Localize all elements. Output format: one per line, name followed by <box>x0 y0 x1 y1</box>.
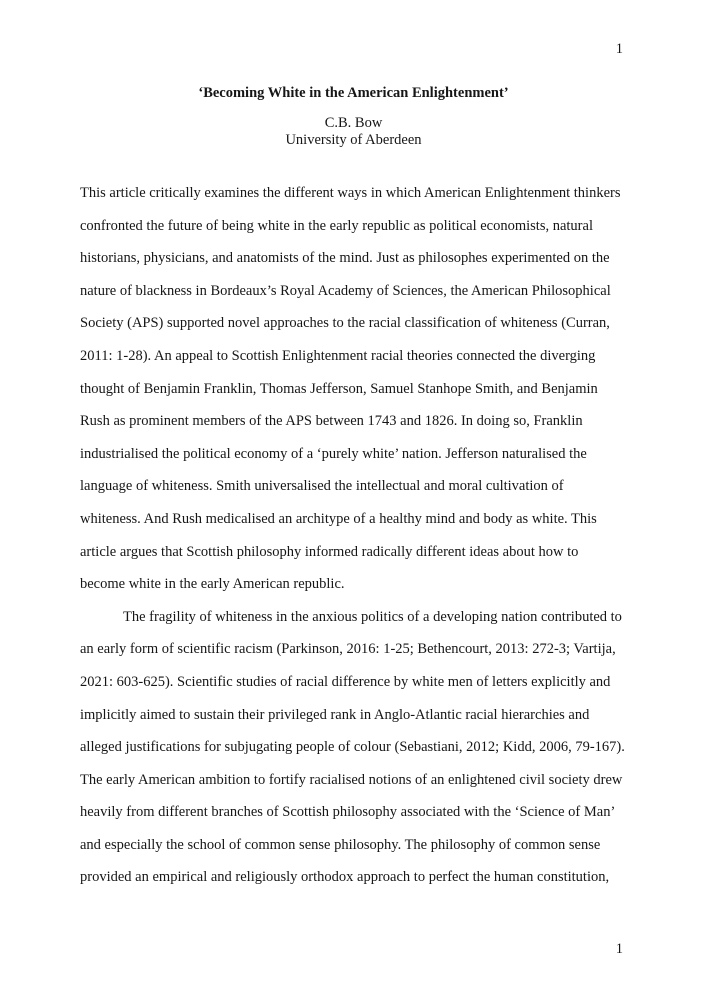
page-number-bottom: 1 <box>615 941 623 957</box>
text-line: The fragility of whiteness in the anxious politics of a developing nation contributed to <box>123 608 622 625</box>
text-line: 2011: 1-28). An appeal to Scottish Enlightenment racial theories connected the diverging <box>80 347 596 364</box>
author-name: C.B. Bow <box>324 115 383 131</box>
paper-title: ‘Becoming White in the American Enlightenment’ <box>198 85 509 101</box>
text-line: provided an empirical and religiously orthodox approach to perfect the human constitution, <box>80 869 610 886</box>
text-line: nature of blackness in Bordeaux’s Royal Academy of Sciences, the American Philosophical <box>80 282 611 299</box>
text-line: and especially the school of common sense philosophy. The philosophy of common sense <box>80 836 601 853</box>
text-line: This article critically examines the different ways in which American Enlightenment thinkers <box>80 185 621 201</box>
document-body <box>80 177 670 894</box>
text-line: implicitly aimed to sustain their privileged rank in Anglo-Atlantic racial hierarchies and <box>80 706 590 723</box>
text-line: Society (APS) supported novel approaches to the racial classification of whiteness (Curran, <box>80 315 610 332</box>
text-line: become white in the early American republic. <box>80 576 345 593</box>
text-line: industrialised the political economy of a ‘purely white’ nation. Jefferson naturalised the <box>80 445 587 462</box>
text-line: alleged justifications for subjugating people of colour (Sebastiani, 2012; Kidd, 2006, 79-167). <box>80 739 625 756</box>
text-line: whiteness. And Rush medicalised an architype of a healthy mind and body as white. This <box>80 510 597 527</box>
text-line: thought of Benjamin Franklin, Thomas Jefferson, Samuel Stanhope Smith, and Benjamin <box>80 380 598 397</box>
text-line: 2021: 603-625). Scientific studies of racial difference by white men of letters explicitly and <box>80 673 611 690</box>
text-line: heavily from different branches of Scottish philosophy associated with the ‘Science of Man’ <box>80 804 616 821</box>
byline-block <box>80 115 627 148</box>
author-affiliation: University of Aberdeen <box>285 131 422 148</box>
page-number-top: 1 <box>615 41 623 57</box>
text-line: Rush as prominent members of the APS between 1743 and 1826. In doing so, Franklin <box>80 413 583 430</box>
text-line: The early American ambition to fortify racialised notions of an enlightened civil society drew <box>80 771 623 788</box>
text-line: confronted the future of being white in the early republic as political economists, natural <box>80 217 593 234</box>
text-line: language of whiteness. Smith universalised the intellectual and moral cultivation of <box>80 478 564 495</box>
text-line: an early form of scientific racism (Parkinson, 2016: 1-25; Bethencourt, 2013: 272-3; Vartija, <box>80 641 616 658</box>
text-line: article argues that Scottish philosophy informed radically different ideas about how to <box>80 543 579 560</box>
text-line: historians, physicians, and anatomists of the mind. Just as philosophes experimented on the <box>80 250 610 267</box>
